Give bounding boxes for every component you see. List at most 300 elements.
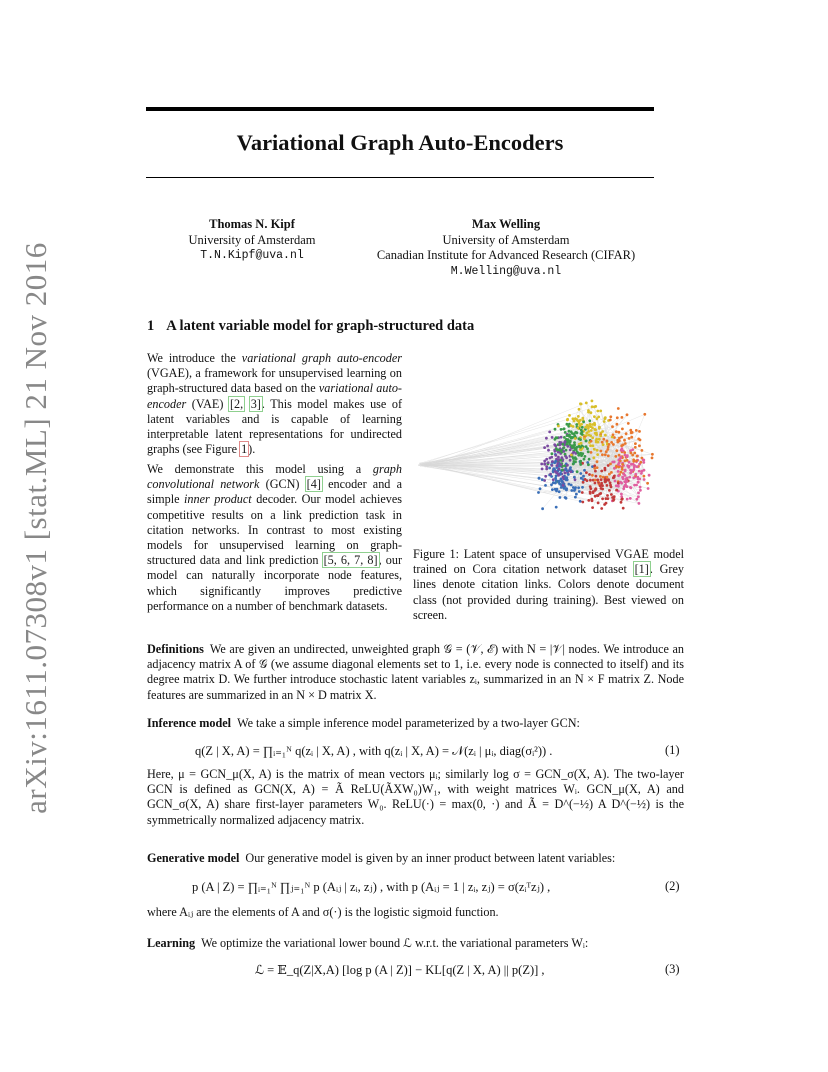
graph-node-point <box>608 489 611 492</box>
graph-node-point <box>551 452 554 455</box>
figure-caption: Figure 1: Latent space of unsupervised VGAE model trained on Cora citation network dataset [1]. Grey lines denote citation links. Colors denote document class (not provided during training). Best viewed on screen. <box>413 547 684 622</box>
graph-node-point <box>600 487 603 490</box>
graph-node-point <box>597 502 600 505</box>
graph-node-point <box>637 492 640 495</box>
author-affiliation: University of Amsterdam <box>442 232 570 247</box>
graph-node-point <box>555 506 558 509</box>
graph-node-point <box>553 443 556 446</box>
graph-node-point <box>615 449 618 452</box>
graph-node-point <box>596 410 599 413</box>
graph-node-point <box>634 446 637 449</box>
author-email[interactable]: T.N.Kipf@uva.nl <box>200 249 304 262</box>
graph-node-point <box>581 501 584 504</box>
graph-node-point <box>581 486 584 489</box>
graph-node-point <box>632 458 635 461</box>
graph-node-point <box>634 442 637 445</box>
graph-node-point <box>617 407 620 410</box>
graph-node-point <box>636 455 639 458</box>
graph-node-point <box>611 425 614 428</box>
graph-node-point <box>639 439 642 442</box>
graph-node-point <box>567 473 570 476</box>
graph-node-point <box>639 486 642 489</box>
graph-node-point <box>554 454 557 457</box>
graph-node-point <box>635 429 638 432</box>
graph-node-point <box>612 499 615 502</box>
graph-node-point <box>577 427 580 430</box>
graph-node-point <box>593 464 596 467</box>
graph-node-point <box>562 484 565 487</box>
graph-node-point <box>620 498 623 501</box>
graph-node-point <box>616 416 619 419</box>
graph-node-point <box>606 484 609 487</box>
graph-node-point <box>550 475 553 478</box>
graph-node-point <box>602 443 605 446</box>
graph-node-point <box>577 415 580 418</box>
citation-link[interactable]: 3] <box>250 396 261 411</box>
graph-node-point <box>593 467 596 470</box>
graph-node-point <box>587 450 590 453</box>
graph-node-point <box>598 427 601 430</box>
graph-node-point <box>568 443 571 446</box>
graph-node-point <box>625 432 628 435</box>
graph-node-point <box>601 497 604 500</box>
learning-paragraph: Learning We optimize the variational lower bound ℒ w.r.t. the variational parameters Wᵢ: <box>147 936 589 950</box>
graph-node-point <box>562 446 565 449</box>
graph-node-point <box>588 419 591 422</box>
graph-node-point <box>606 476 609 479</box>
graph-node-point <box>599 435 602 438</box>
graph-node-point <box>583 437 586 440</box>
graph-node-point <box>570 470 573 473</box>
graph-node-point <box>593 406 596 409</box>
graph-node-point <box>541 478 544 481</box>
graph-node-point <box>590 451 593 454</box>
graph-node-point <box>583 458 586 461</box>
graph-node-point <box>628 476 631 479</box>
graph-node-point <box>565 456 568 459</box>
graph-node-point <box>581 433 584 436</box>
graph-node-point <box>600 484 603 487</box>
graph-node-point <box>606 497 609 500</box>
graph-node-point <box>570 430 573 433</box>
graph-node-point <box>557 425 560 428</box>
graph-node-point <box>610 493 613 496</box>
graph-node-point <box>595 441 598 444</box>
graph-node-point <box>648 474 651 477</box>
graph-node-point <box>538 477 541 480</box>
graph-node-point <box>621 447 624 450</box>
graph-node-point <box>643 469 646 472</box>
graph-node-point <box>587 430 590 433</box>
graph-node-point <box>612 433 615 436</box>
graph-node-point <box>617 470 620 473</box>
graph-node-point <box>594 479 597 482</box>
graph-node-point <box>601 430 604 433</box>
graph-node-point <box>628 461 631 464</box>
graph-node-point <box>604 467 607 470</box>
graph-node-point <box>596 479 599 482</box>
graph-node-point <box>579 452 582 455</box>
graph-node-point <box>611 496 614 499</box>
graph-node-point <box>576 470 579 473</box>
graph-node-point <box>626 413 629 416</box>
graph-node-point <box>565 489 568 492</box>
graph-node-point <box>579 438 582 441</box>
graph-node-point <box>647 487 650 490</box>
graph-node-point <box>614 455 617 458</box>
graph-node-point <box>575 458 578 461</box>
graph-node-point <box>629 429 632 432</box>
graph-node-point <box>634 473 637 476</box>
graph-node-point <box>637 495 640 498</box>
graph-node-point <box>581 417 584 420</box>
section-number: 1 <box>147 318 155 334</box>
graph-node-point <box>616 439 619 442</box>
graph-node-point <box>615 430 618 433</box>
graph-node-point <box>620 436 623 439</box>
graph-node-point <box>591 436 594 439</box>
graph-node-point <box>574 496 577 499</box>
graph-node-point <box>630 436 633 439</box>
definitions-paragraph: Definitions We are given an undirected, unweighted graph 𝒢 = (𝒱, ℰ) with N = |𝒱| nodes. We introduce an adjacency matrix A of 𝒢 (we assume diagonal elements set to 1, i.e. every node is connected to itself) and its degree matrix D. We further introduce stochastic latent variables zᵢ, summarized in an N × F matrix Z. Node features are summarized in an N × D matrix X. <box>147 642 684 702</box>
paragraph-heading: Inference model <box>147 716 232 730</box>
graph-node-point <box>624 485 627 488</box>
graph-node-point <box>610 441 613 444</box>
graph-node-point <box>646 482 649 485</box>
graph-node-point <box>560 463 563 466</box>
graph-node-point <box>617 466 620 469</box>
graph-node-point <box>602 476 605 479</box>
graph-node-point <box>562 450 565 453</box>
graph-node-point <box>618 461 621 464</box>
graph-node-point <box>565 478 568 481</box>
graph-node-point <box>587 499 590 502</box>
citation-link[interactable]: [5, 6, 7, 8] <box>323 553 378 568</box>
graph-node-point <box>585 471 588 474</box>
paper-title: Variational Graph Auto-Encoders <box>236 130 564 155</box>
graph-node-point <box>564 440 567 443</box>
graph-node-point <box>588 458 591 461</box>
graph-node-point <box>545 437 548 440</box>
graph-node-point <box>594 428 597 431</box>
graph-node-point <box>624 469 627 472</box>
graph-node-point <box>582 475 585 478</box>
graph-node-point <box>564 472 567 475</box>
graph-node-point <box>624 459 627 462</box>
graph-node-point <box>622 487 625 490</box>
graph-node-point <box>596 460 599 463</box>
graph-node-point <box>566 434 569 437</box>
graph-node-point <box>596 466 599 469</box>
graph-node-point <box>566 464 569 467</box>
graph-node-point <box>554 428 557 431</box>
graph-node-point <box>552 481 555 484</box>
graph-node-point <box>572 463 575 466</box>
graph-node-point <box>559 496 562 499</box>
author-block-1 <box>172 217 332 264</box>
graph-node-point <box>576 451 579 454</box>
graph-node-point <box>563 487 566 490</box>
arxiv-identifier: arXiv:1611.07308v1 [stat.ML] 21 Nov 2016 <box>18 242 53 814</box>
graph-node-point <box>619 481 622 484</box>
graph-node-point <box>606 448 609 451</box>
graph-node-point <box>595 432 598 435</box>
graph-node-point <box>606 440 609 443</box>
graph-node-point <box>544 484 547 487</box>
graph-node-point <box>642 461 645 464</box>
graph-node-point <box>607 455 610 458</box>
graph-node-point <box>590 440 593 443</box>
graph-node-point <box>565 497 568 500</box>
graph-node-point <box>609 463 612 466</box>
graph-node-point <box>555 475 558 478</box>
graph-node-point <box>643 478 646 481</box>
title-rule-top <box>146 107 654 111</box>
graph-node-point <box>638 444 641 447</box>
graph-node-point <box>595 438 598 441</box>
graph-node-point <box>541 507 544 510</box>
graph-node-point <box>635 484 638 487</box>
graph-node-point <box>580 448 583 451</box>
graph-node-point <box>590 429 593 432</box>
graph-node-point <box>569 440 572 443</box>
graph-node-point <box>641 449 644 452</box>
graph-node-point <box>638 430 641 433</box>
latent-space-figure <box>414 350 684 536</box>
graph-node-point <box>574 486 577 489</box>
graph-node-point <box>612 476 615 479</box>
graph-node-point <box>635 459 638 462</box>
graph-node-point <box>587 463 590 466</box>
graph-node-point <box>580 423 583 426</box>
graph-node-point <box>589 423 592 426</box>
graph-node-point <box>540 463 543 466</box>
author-email[interactable]: M.Welling@uva.nl <box>450 264 562 278</box>
equation-3: ℒ = 𝔼_q(Z|X,A) [log p (A | Z)] − KL[q(Z | X, A) || p(Z)] , <box>255 963 545 977</box>
graph-node-point <box>558 490 561 493</box>
graph-node-point <box>626 454 629 457</box>
graph-node-point <box>574 437 577 440</box>
graph-node-point <box>577 454 580 457</box>
graph-node-point <box>615 489 618 492</box>
graph-node-point <box>616 423 619 426</box>
graph-node-point <box>602 438 605 441</box>
citation-link[interactable]: [4] <box>306 477 321 492</box>
graph-node-point <box>589 444 592 447</box>
graph-node-point <box>566 423 569 426</box>
graph-node-point <box>593 415 596 418</box>
graph-node-point <box>581 426 584 429</box>
graph-node-point <box>562 443 565 446</box>
citation-link[interactable]: [1] <box>634 562 649 577</box>
graph-node-point <box>561 469 564 472</box>
graph-node-point <box>563 436 566 439</box>
author-name: Max Welling <box>471 217 541 231</box>
graph-node-point <box>600 470 603 473</box>
graph-node-point <box>637 481 640 484</box>
graph-node-point <box>580 454 583 457</box>
graph-node-point <box>575 493 578 496</box>
graph-node-point <box>554 460 557 463</box>
graph-node-point <box>620 501 623 504</box>
graph-node-point <box>603 503 606 506</box>
graph-node-point <box>604 434 607 437</box>
graph-node-point <box>571 445 574 448</box>
intro-paragraph-1: We introduce the variational graph auto-encoder (VGAE), a framework for unsupervised learning on graph-structured data based on the variational auto-encoder (VAE) [2, 3]. This model makes use of latent variables and is capable of learning interpretable latent representations for undirected graphs (see Figure 1). <box>147 351 403 457</box>
graph-node-point <box>636 465 639 468</box>
graph-node-point <box>582 421 585 424</box>
graph-node-point <box>623 439 626 442</box>
graph-node-point <box>651 453 654 456</box>
graph-node-point <box>550 456 553 459</box>
graph-node-point <box>614 480 617 483</box>
graph-node-point <box>601 441 604 444</box>
graph-node-point <box>564 453 567 456</box>
graph-node-point <box>537 491 540 494</box>
graph-node-point <box>548 431 551 434</box>
graph-node-point <box>607 446 610 449</box>
graph-node-point <box>557 456 560 459</box>
graph-node-point <box>580 442 583 445</box>
graph-node-point <box>604 480 607 483</box>
author-affiliation: University of Amsterdam <box>188 232 316 247</box>
graph-node-point <box>630 452 633 455</box>
graph-node-point <box>600 450 603 453</box>
graph-node-point <box>568 483 571 486</box>
equation-1: q(Z | X, A) = ∏ᵢ₌₁ᴺ q(zᵢ | X, A) , with q(zᵢ | X, A) = 𝒩(zᵢ | μᵢ, diag(σᵢ²)) . <box>195 744 553 758</box>
citation-link[interactable]: [2, <box>229 396 244 411</box>
graph-node-point <box>579 463 582 466</box>
graph-node-point <box>613 467 616 470</box>
graph-node-point <box>628 437 631 440</box>
graph-node-point <box>590 411 593 414</box>
graph-node-point <box>637 478 640 481</box>
graph-node-point <box>575 423 578 426</box>
graph-node-point <box>591 506 594 509</box>
section-title: A latent variable model for graph-structured data <box>166 318 475 334</box>
graph-node-point <box>554 450 557 453</box>
graph-node-point <box>595 475 598 478</box>
equation-number: (3) <box>665 962 680 976</box>
graph-node-point <box>572 417 575 420</box>
graph-node-point <box>596 449 599 452</box>
graph-node-point <box>630 469 633 472</box>
graph-node-point <box>623 451 626 454</box>
graph-node-point <box>557 449 560 452</box>
graph-node-point <box>577 486 580 489</box>
graph-node-point <box>597 494 600 497</box>
graph-node-point <box>579 500 582 503</box>
graph-node-point <box>546 445 549 448</box>
graph-node-point <box>600 478 603 481</box>
graph-node-point <box>603 420 606 423</box>
graph-node-point <box>625 478 628 481</box>
generative-explanation: where Aᵢⱼ are the elements of A and σ(·) is the logistic sigmoid function. <box>147 905 499 919</box>
graph-node-point <box>591 474 594 477</box>
inference-explanation: Here, μ = GCN_μ(X, A) is the matrix of mean vectors μᵢ; similarly log σ = GCN_σ(X, A). The two-layer GCN is defined as GCN(X, A) = Ã ReLU(ÃXW₀)W₁, with weight matrices Wᵢ. GCN_μ(X, A) and GCN_σ(X, A) share first-layer parameters W₀. ReLU(·) = max(0, ·) and Ã = D^(−½) A D^(−½) is the symmetrically normalized adjacency matrix. <box>147 767 684 827</box>
graph-node-point <box>560 436 563 439</box>
graph-node-point <box>622 444 625 447</box>
graph-node-point <box>589 434 592 437</box>
figure-link[interactable]: 1 <box>241 442 248 457</box>
graph-node-point <box>560 459 563 462</box>
graph-node-point <box>586 424 589 427</box>
graph-node-point <box>604 416 607 419</box>
graph-node-point <box>545 465 548 468</box>
graph-node-point <box>622 477 625 480</box>
graph-node-point <box>629 486 632 489</box>
graph-node-point <box>609 481 612 484</box>
graph-node-point <box>584 478 587 481</box>
graph-node-point <box>579 402 582 405</box>
graph-node-point <box>587 409 590 412</box>
intro-paragraph-2: We demonstrate this model using a graph convolutional network (GCN) [4] encoder and a simple inner product decoder. Our model achieves competitive results on a link prediction task in citation networks. In contrast to most existing models for unsupervised learning on graph-structured data and link prediction [5, 6, 7, 8], our model can naturally incorporate node features, which significantly improves predictive performance on a number of benchmark datasets. <box>147 462 403 613</box>
graph-node-point <box>547 461 550 464</box>
graph-node-point <box>609 419 612 422</box>
graph-node-point <box>551 464 554 467</box>
graph-node-point <box>579 446 582 449</box>
graph-node-point <box>551 488 554 491</box>
graph-node-point <box>541 468 544 471</box>
paragraph-heading: Learning <box>147 936 196 950</box>
graph-node-point <box>599 410 602 413</box>
graph-node-point <box>548 467 551 470</box>
graph-node-point <box>581 491 584 494</box>
graph-node-point <box>574 478 577 481</box>
graph-node-point <box>593 448 596 451</box>
equation-2: p (A | Z) = ∏ᵢ₌₁ᴺ ∏ⱼ₌₁ᴺ p (Aᵢⱼ | zᵢ, zⱼ) , with p (Aᵢⱼ = 1 | zᵢ, zⱼ) = σ(zᵢᵀzⱼ) , <box>192 880 551 894</box>
graph-node-point <box>560 428 563 431</box>
inference-paragraph: Inference model We take a simple inference model parameterized by a two-layer GCN: <box>147 716 580 730</box>
graph-node-point <box>579 460 582 463</box>
graph-node-point <box>579 419 582 422</box>
equation-number: (2) <box>665 879 680 893</box>
graph-node-point <box>621 468 624 471</box>
graph-node-point <box>639 489 642 492</box>
graph-node-point <box>583 469 586 472</box>
graph-node-point <box>562 428 565 431</box>
graph-node-point <box>564 431 567 434</box>
graph-node-point <box>573 441 576 444</box>
graph-node-point <box>632 463 635 466</box>
graph-node-point <box>598 438 601 441</box>
graph-node-point <box>622 507 625 510</box>
graph-node-point <box>606 494 609 497</box>
graph-node-point <box>569 459 572 462</box>
equation-number: (1) <box>665 743 680 757</box>
graph-node-point <box>543 479 546 482</box>
graph-node-point <box>570 454 573 457</box>
graph-node-point <box>596 453 599 456</box>
graph-node-point <box>651 457 654 460</box>
graph-node-point <box>547 449 550 452</box>
graph-node-point <box>627 422 630 425</box>
graph-node-point <box>610 471 613 474</box>
graph-node-point <box>560 478 563 481</box>
graph-node-point <box>610 486 613 489</box>
graph-node-point <box>607 464 610 467</box>
graph-node-point <box>545 458 548 461</box>
graph-node-point <box>554 470 557 473</box>
author-affiliation: Canadian Institute for Advanced Research (CIFAR) <box>376 248 636 262</box>
graph-node-point <box>601 453 604 456</box>
graph-node-point <box>591 499 594 502</box>
graph-node-point <box>555 436 558 439</box>
graph-node-point <box>579 472 582 475</box>
graph-node-point <box>591 400 594 403</box>
graph-node-point <box>622 473 625 476</box>
graph-node-point <box>544 475 547 478</box>
